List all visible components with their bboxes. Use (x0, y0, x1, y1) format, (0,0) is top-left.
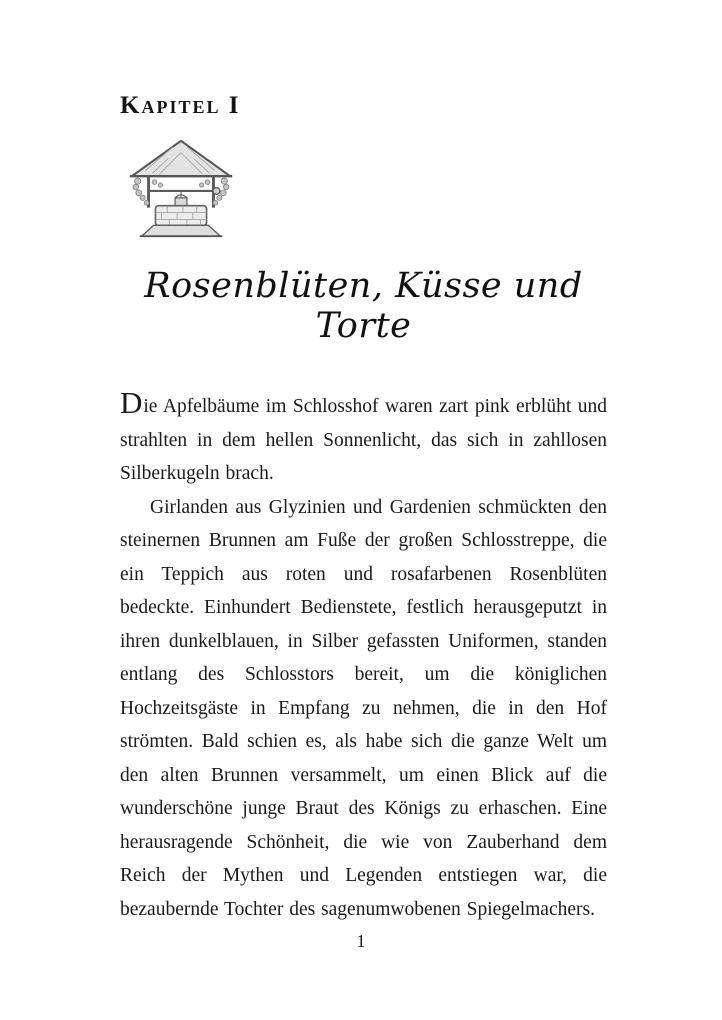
well-crank (149, 188, 220, 207)
chapter-title: Rosenblüten, Küsse und Torte (144, 266, 583, 346)
paragraph-text: ie Apfelbäume im Schlosshof waren zart pink erblüht und strahlten in dem hellen Sonnenlicht, das sich in zahllosen Silberkugeln brach. (120, 396, 607, 484)
well-roof (130, 141, 232, 176)
chapter-label: Kapitel I (120, 92, 241, 119)
paragraph (120, 385, 607, 491)
well-basin (140, 206, 223, 236)
drop-cap: D (120, 385, 144, 420)
body-text (120, 385, 607, 926)
paragraph: Girlanden aus Glyzinien und Gardenien schmückten den steinernen Brunnen am Fuße der großen Schlosstreppe, die ein Teppich aus roten und rosafarbenen Rosenblüten bedeckte. Einhundert Bedienstete, festlich herausgeputzt in ihren dunkelblauen, in Silber gefassten Uniformen, standen entlang des Schlosstors bereit, um die königlichen Hochzeitsgäste in Empfang zu nehmen, die in den Hof strömten. Bald schien es, als habe sich die ganze Welt um den alten Brunnen versammelt, um einen Blick auf die wunderschöne junge Braut des Königs zu erhaschen. Eine herausragende Schönheit, die wie von Zauberhand dem Reich der Mythen und Legenden entstiegen war, die bezaubernde Tochter des sagenumwobenen Spiegelmachers. (120, 496, 607, 920)
page-number: 1 (356, 931, 366, 951)
wishing-well-illustration (122, 136, 240, 240)
text-column (120, 92, 607, 926)
